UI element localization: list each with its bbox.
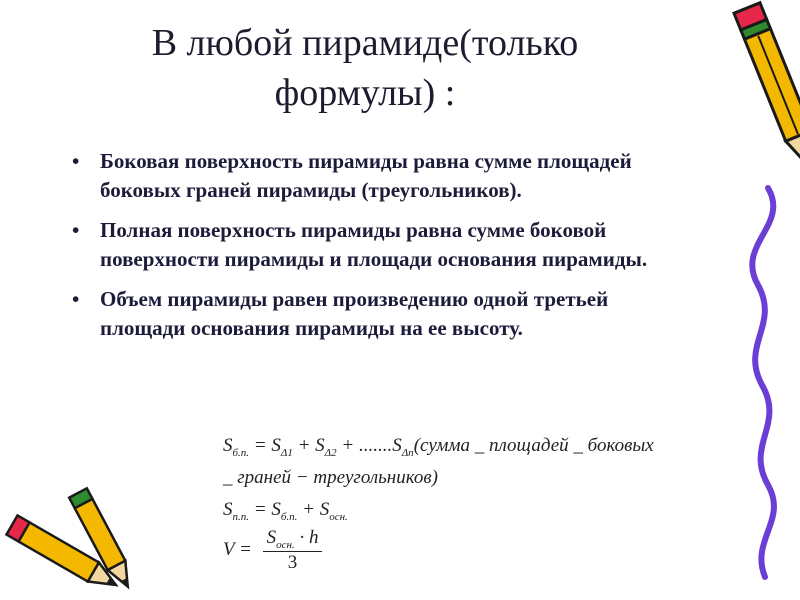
bullet-item	[72, 216, 672, 274]
formula-total-surface: $S_{п.п.} = S_{б.п.} + S_{осн.}$	[223, 499, 348, 523]
formula-lateral-surface: $S_{б.п.} = S_{\Delta 1} + S_{\Delta 2}$ + $.......S_{\Delta n}(сумма$ _ площадей _ боковых	[223, 435, 654, 459]
volume-fraction: $\frac{S_{осн.} \cdot h}{3}$	[263, 527, 323, 574]
bullet-text: Боковая поверхность пирамиды равна сумме площадей боковых граней пирамиды (треугольников).	[100, 149, 632, 202]
bullet-list	[72, 147, 672, 354]
squiggle-line	[730, 185, 800, 580]
formula-volume: V = $\frac{S_{осн.} \cdot h}{3}$	[223, 527, 322, 574]
bullet-marker: •	[72, 149, 80, 173]
bullet-marker: •	[72, 218, 80, 242]
bullet-marker: •	[72, 287, 80, 311]
formula-block	[223, 435, 703, 585]
crossed-pencils-icon	[0, 485, 130, 600]
bullet-text: Полная поверхность пирамиды равна сумме боковой поверхности пирамиды и площади основания пирамиды.	[100, 218, 648, 271]
title-line-1: В любой пирамиде(только	[151, 22, 579, 64]
bullet-item	[72, 285, 672, 343]
formula-lateral-surface-note: _ граней − треугольников)	[223, 467, 438, 488]
bullet-item	[72, 147, 672, 205]
slide-title	[70, 18, 660, 118]
title-line-2: формулы) :	[274, 72, 456, 114]
pencil-icon	[655, 0, 800, 190]
bullet-text: Объем пирамиды равен произведению одной третьей площади основания пирамиды на ее высоту.	[100, 287, 609, 340]
